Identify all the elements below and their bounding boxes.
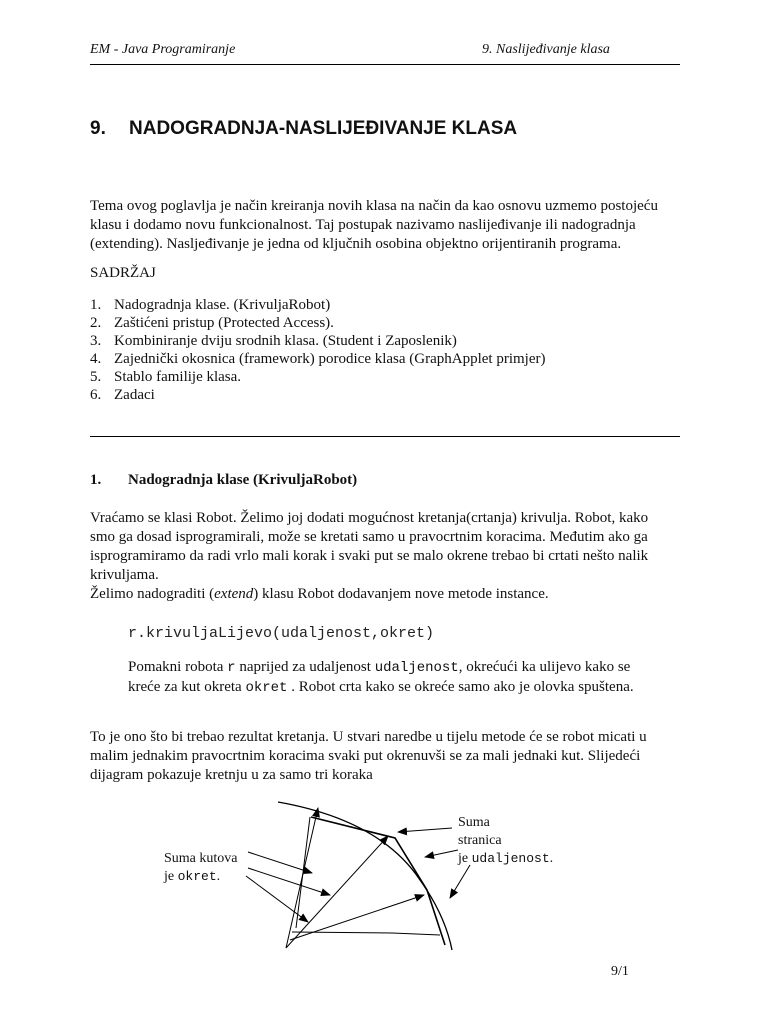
method-signature-code: r.krivuljaLijevo(udaljenost,okret) xyxy=(128,625,435,642)
pointer-arrow xyxy=(425,850,458,857)
paragraph-line: Vraćamo se klasi Robot. Želimo joj dodati mogućnost kretanja(crtanja) krivulja. Robot, kako xyxy=(90,510,649,526)
inline-code: r xyxy=(227,660,236,676)
intro-line: klasu i dodamo novu funkcionalnost. Taj postupak nazivamo naslijeđivanje ili nadogradnja xyxy=(90,217,636,233)
text-run: . xyxy=(216,869,221,884)
label-line: Suma kutova xyxy=(164,851,238,866)
inline-code: okret xyxy=(177,869,217,884)
pointer-arrow xyxy=(398,828,452,832)
label-line xyxy=(164,868,238,886)
pointer-arrow xyxy=(248,868,330,895)
text-run: kreće za kut okreta xyxy=(128,679,246,695)
section-number: 1. xyxy=(90,472,102,488)
text-run: Pomakni robota xyxy=(128,659,228,675)
contents-item-text: Zadaci xyxy=(114,387,155,403)
running-header-left: EM - Java Programiranje xyxy=(90,42,236,57)
paragraph-line: krivuljama. xyxy=(90,567,159,583)
paragraph-line: isprogramiramo da radi vrlo mali korak i svaki put se malo okrene trebao bi crtati nešto nalik xyxy=(90,548,649,564)
contents-item-number: 5. xyxy=(90,369,102,385)
contents-item-text: Zaštićeni pristup (Protected Access). xyxy=(114,315,334,331)
contents-item-text: Nadogradnja klase. (KrivuljaRobot) xyxy=(114,297,331,313)
contents-item-number: 1. xyxy=(90,297,102,313)
paragraph-line: dijagram pokazuje kretnju u za samo tri koraka xyxy=(90,767,373,783)
pointer-arrow xyxy=(248,852,312,873)
figure-label-angles xyxy=(164,850,238,886)
pointer-arrow xyxy=(450,865,470,898)
inline-code: udaljenost xyxy=(374,660,459,676)
chapter-title-text: NADOGRADNJA-NASLIJEĐIVANJE KLASA xyxy=(129,118,518,139)
intro-line: Tema ovog poglavlja je način kreiranja novih klasa na način da kao osnovu uzmemo postojeću xyxy=(90,198,658,214)
text-run: je xyxy=(458,851,472,866)
step-line xyxy=(286,836,388,948)
contents-item-text: Stablo familije klasa. xyxy=(114,369,242,385)
emphasis-text: extend xyxy=(214,586,254,602)
contents-item-number: 3. xyxy=(90,333,102,349)
paragraph-line: To je ono što bi trebao rezultat kretanja. U stvari naredbe u tijelu metode će se robot micati u xyxy=(90,729,647,745)
chapter-number: 9. xyxy=(90,118,106,139)
text-run: , okrećući ka ulijevo kako se xyxy=(458,659,631,675)
text-run: ) klasu Robot dodavanjem nove metode instance. xyxy=(253,586,549,602)
page-number: 9/1 xyxy=(611,964,629,979)
text-run: . Robot crta kako se okreće samo ako je olovka spuštena. xyxy=(287,679,634,695)
paragraph-line: malim jednakim pravocrtnim koracima svaki put okrenuvši se za mali jednaki kut. Slijedeći xyxy=(90,748,641,764)
running-header-right: 9. Naslijeđivanje klasa xyxy=(482,42,610,57)
text-run: . xyxy=(549,851,554,866)
contents-item-number: 2. xyxy=(90,315,102,331)
inline-code: udaljenost xyxy=(471,851,550,866)
text-run: naprijed za udaljenost xyxy=(235,659,375,675)
text-run: je xyxy=(164,869,178,884)
label-line: stranica xyxy=(458,833,502,848)
label-line: Suma xyxy=(458,815,490,830)
contents-item-text: Zajednički okosnica (framework) porodice klasa (GraphApplet primjer) xyxy=(114,351,546,367)
paragraph-line: smo ga dosad isprogramirali, može se kretati samo u pravocrtnim koracima. Međutim ako ga xyxy=(90,529,648,545)
contents-item-text: Kombiniranje dviju srodnih klasa. (Student i Zaposlenik) xyxy=(114,333,457,349)
text-run: Želimo nadograditi ( xyxy=(90,586,215,602)
contents-heading: SADRŽAJ xyxy=(90,265,156,281)
section-title: Nadogradnja klase (KrivuljaRobot) xyxy=(128,472,358,488)
inline-code: okret xyxy=(245,680,288,696)
step-line xyxy=(296,817,310,928)
robot-step-path xyxy=(292,932,440,935)
contents-item-number: 6. xyxy=(90,387,102,403)
label-line xyxy=(458,850,553,868)
intro-line: (extending). Nasljeđivanje je jedna od ključnih osobina objektno orijentiranih programa. xyxy=(90,236,622,252)
contents-item-number: 4. xyxy=(90,351,102,367)
figure-label-sides xyxy=(458,814,553,868)
pointer-arrow xyxy=(246,876,308,922)
